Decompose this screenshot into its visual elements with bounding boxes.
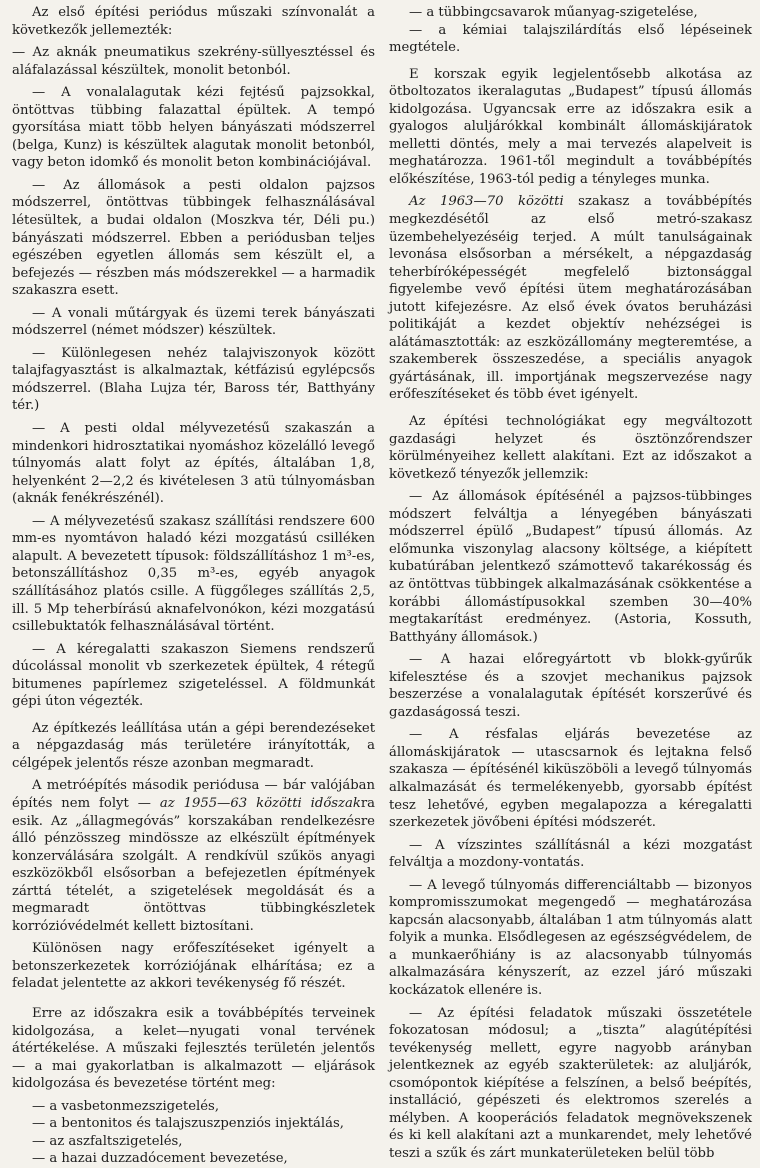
paragraph: — A résfalas eljárás bevezetése az állomáskijáratok — utascsarnok és lejtakna felső szakasza — építésénél kiküszöböli a levegő túlnyomás alkalmazását és termelékenyebb, gyorsabb építést tesz lehetővé, egyben megalapozza a kéregalatti szerkezetek jövőbeni építési módszerét. bbox=[389, 727, 752, 831]
paragraph: — A mélyvezetésű szakasz szállítási rendszere 600 mm-es nyomtávon haladó kézi mozgatású csilléken alapult. A bevezetett típusok: földszállításhoz 1 m³-es, betonszállításhoz 0,35 m³-es, egyéb anyagok szállításához platós csille. A függőleges szállítás 2,5, ill. 5 Mp teherbírású aknafelvonókon, kézi mozgatású csillebuktatók felhasználásával történt. bbox=[12, 513, 375, 635]
paragraph: — A levegő túlnyomás differenciáltabb — bizonyos kompromisszumokat megengedő — meghatározása kapcsán alacsonyabb, általában 1 atm túlnyomás alatt folyik a munka. Elsődlegesen az egészségvédelem, de a munkaerőhiány is az alacsonyabb túlnyomás alkalmazására kényszerít, az ezzel járó műszaki kockázatok ellenére is. bbox=[389, 877, 752, 998]
paragraph: — Különlegesen nehéz talajviszonyok között talajfagyasztást is alkalmaztak, kétfázisú egylépcsős módszerrel. (Blaha Lujza tér, Baross tér, Batthyány tér.) bbox=[12, 345, 375, 414]
paragraph: — Az aknák pneumatikus szekrény-süllyesztéssel és aláfalazással készültek, monolit betonból. bbox=[12, 45, 375, 78]
paragraph bbox=[389, 193, 752, 404]
paragraph: Erre az időszakra esik a továbbépítés terveinek kidolgozása, a kelet—nyugati vonal tervének átértékelése. A műszaki fejlesztés területén jelentős — a mai gyakorlatban is alkalmazott — eljárások kidolgozása és bevezetése történt meg: bbox=[12, 1005, 375, 1092]
paragraph: — A vízszintes szállításnál a kézi mozgatást felváltja a mozdony-vontatás. bbox=[389, 837, 752, 871]
paragraph: Az első építési periódus műszaki színvonalát a következők jellemezték: bbox=[12, 5, 375, 38]
paragraph: Az építési technológiákat egy megváltozott gazdasági helyzet és ösztönzőrendszer körülményeihez kellett alakítani. Ezt az időszakot a következő tényezők jellemzik: bbox=[389, 414, 752, 482]
paragraph-text: A metróépítés második periódusa — bár valójában építés nem folyt — bbox=[12, 778, 375, 811]
paragraph: — A pesti oldal mélyvezetésű szakaszán a mindenkori hidrosztatikai nyomáshoz közelálló levegő túlnyomás alatt folyt az építés, általában 1,8, helyenként 2—2,2 és kivételesen 3 atü túlnyomásban (aknák fenékrészénél). bbox=[12, 421, 375, 507]
left-column bbox=[12, 4, 376, 1167]
paragraph: — A kéregalatti szakaszon Siemens rendszerű dúcolással monolit vb szerkezetek épültek, 4 rétegű bitumenes papírlemez szigeteléssel. A földmunkát gépi úton végezték. bbox=[12, 641, 375, 710]
emphasis-text: Az 1963—70 közötti bbox=[409, 194, 564, 210]
list-item: — a tübbingcsavarok műanyag-szigetelése, bbox=[409, 5, 698, 20]
paragraph: — Az építési feladatok műszaki összetétele fokozatosan módosul; a „tiszta” alagútépítési tevékenység mellett, egyre nagyobb arányban jelentkeznek az egyéb szakterületek: az aluljárók, csomópontok kiépítése a felszínen, a belső beépítés, installáció, gépészeti és elektromos szerelés a mélyben. A kooperációs feladatok megnövekszenek és ki kell alakítani azt a munkarendet, mely lehetővé teszi a szűk és zárt munkaterületeken belül több bbox=[389, 1005, 752, 1161]
right-column bbox=[389, 4, 752, 1161]
paragraph-text: szakasz a továbbépítés megkezdésétől az első metró-szakasz üzembehelyezéséig terjed. A múlt tanulságainak levonása elsősorban a mérsékelt, a népgazdaság teherbíróképességét megfelelő biztonsággal figyelembe vevő építési ütem meghatározásában jutott kifejezésre. Az első évek óvatos beruházási politikáját a kezdet objektív nehézségei is alátámasztották: az eszközállomány megteremtése, a szakemberek összeszedése, a speciális anyagok gyártásának, ill. importjának megszervezése nagy erőfeszítéseket és több évet igényelt. bbox=[389, 194, 752, 403]
paragraph: — A vonali műtárgyak és üzemi terek bányászati módszerrel (német módszer) készültek. bbox=[12, 305, 375, 339]
list-item: — a bentonitos és talajszuszpenziós injektálás, bbox=[32, 1116, 344, 1132]
list-item: — az aszfaltszigetelés, bbox=[32, 1133, 183, 1149]
paragraph: — A vonalalagutak kézi fejtésű pajzsokkal, öntöttvas tübbing falazattal épültek. A tempó gyorsítása miatt több helyen bányászati módszerrel (belga, Kunz) is készültek alagutak monolit betonból, vagy beton idomkő és monolit beton kombinációjával. bbox=[12, 85, 375, 171]
paragraph bbox=[12, 777, 375, 935]
list-item: — a vasbetonmezszigetelés, bbox=[32, 1098, 220, 1114]
paragraph: Különösen nagy erőfeszítéseket igényelt a betonszerkezetek korróziójának elhárítása; ez a feladat jelentette az akkori tevékenység fő részét. bbox=[12, 941, 375, 992]
paragraph: E korszak egyik legjelentősebb alkotása az ötboltozatos ikeralagutas „Budapest” típusú állomás kidolgozása. Ugyancsak erre az időszakra esik a gyalogos aluljárókkal kombinált állomáskijáratok melletti döntés, mely a mai tervezés alapelveit is meghatározza. 1961-től megindult a továbbépítés előkészítése, 1963-tól pedig a tényleges munka. bbox=[389, 66, 752, 187]
paragraph: — A hazai előregyártott vb blokk-gyűrűk kifelesztése és a szovjet mechanikus pajzsok beszerzése a vonalalagutak építését korszerűvé és gazdaságossá teszi. bbox=[389, 652, 752, 720]
emphasis-text: az 1955—63 közötti időszak bbox=[159, 795, 361, 811]
paragraph-text: ra esik. Az „állagmegóvás” korszakában rendelkezésre álló pénzösszeg mindössze az elkészült építmények konzerválására szolgált. A rendkívül szűkös anyagi eszközökből elsősorban a befejezetlen építmények zárttá tételét, a szigetelések megoldását és a megmaradt öntöttvas tübbingkészletek korrózióvédelmét kellett biztosítani. bbox=[12, 795, 376, 934]
paragraph: — Az állomások a pesti oldalon pajzsos módszerrel, öntöttvas tübbingek felhasználásával létesültek, a budai oldalon (Moszkva tér, Déli pu.) bányászati módszerrel. Ebben a periódusban teljes egészében egyetlen állomás sem készült el, a befejezés — részben más módszerekkel — a harmadik szakaszra esett. bbox=[12, 177, 375, 299]
paragraph: — Az állomások építésénél a pajzsos-tübbinges módszert felváltja a lényegében bányászati módszerrel épülő „Budapest” típusú állomás. Az előmunka viszonylag alacsony költsége, a kiépített kubatúrában jelentkező számottevő takarékosság és az öntöttvas tübbingek alkalmazásának csökkentése a korábbi állomástípusokkal szemben 30—40% megtakarítást eredményez. (Astoria, Kossuth, Batthyány állomások.) bbox=[389, 489, 752, 645]
list-item: — a hazai duzzadócement bevezetése, bbox=[32, 1151, 288, 1167]
paragraph: — a kémiai talajszilárdítás első lépéseinek megtétele. bbox=[389, 22, 752, 56]
paragraph: Az építkezés leállítása után a gépi berendezéseket a népgazdaság más területére irányították, a célgépek jelentős része azonban megmaradt. bbox=[12, 720, 375, 771]
